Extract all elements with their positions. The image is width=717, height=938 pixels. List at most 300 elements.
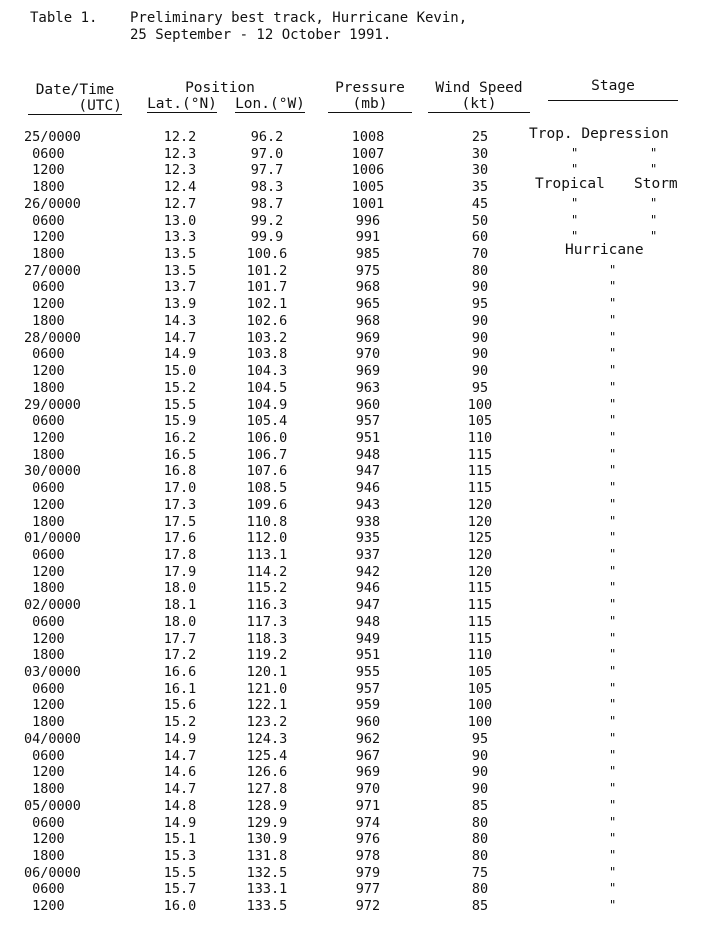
cell-pressure: 972: [355, 898, 381, 915]
header-utc: (UTC): [28, 98, 122, 115]
cell-datetime: 1800: [24, 847, 65, 864]
cell-datetime: 0600: [24, 279, 65, 296]
cell-datetime: 0600: [24, 814, 65, 831]
ditto-mark: ": [571, 145, 579, 160]
cell-datetime: 03/0000: [24, 664, 81, 681]
cell-datetime: 0600: [24, 480, 65, 497]
cell-lat: 17.8: [163, 547, 197, 563]
ditto-mark: ": [609, 747, 617, 762]
cell-wind: 90: [471, 329, 489, 346]
cell-wind: 120: [467, 496, 493, 513]
cell-pressure: 978: [355, 847, 381, 864]
cell-datetime: 1200: [24, 496, 65, 513]
ditto-mark: ": [609, 680, 617, 695]
cell-lat: 16.1: [163, 680, 197, 697]
ditto-mark: ": [609, 597, 617, 612]
cell-lat: 12.4: [163, 179, 197, 196]
cell-lat: 12.3: [163, 145, 197, 162]
cell-lon: 123.2: [246, 714, 288, 731]
cell-datetime: 0600: [24, 547, 65, 563]
cell-pressure: 957: [355, 413, 381, 430]
cell-wind: 80: [471, 262, 489, 279]
ditto-mark: ": [609, 329, 617, 344]
cell-pressure: 962: [355, 730, 381, 747]
ditto-mark: ": [609, 647, 617, 662]
cell-datetime: 0600: [24, 413, 65, 430]
cell-wind: 90: [471, 747, 489, 764]
cell-pressure: 938: [355, 513, 381, 530]
cell-lon: 107.6: [246, 463, 288, 480]
cell-lat: 14.6: [163, 764, 197, 781]
ditto-mark: ": [609, 697, 617, 712]
cell-wind: 110: [467, 647, 493, 664]
header-wind-label: Wind Speed: [435, 80, 523, 96]
ditto-mark: ": [571, 195, 579, 210]
cell-wind: 85: [471, 797, 489, 814]
cell-pressure: 967: [355, 747, 381, 764]
cell-datetime: 0600: [24, 346, 65, 363]
cell-datetime: 0600: [24, 881, 65, 898]
cell-datetime: 1800: [24, 714, 65, 731]
ditto-mark: ": [609, 613, 617, 628]
cell-wind: 105: [467, 413, 493, 430]
cell-lon: 120.1: [246, 664, 288, 681]
cell-wind: 80: [471, 847, 489, 864]
cell-lon: 121.0: [246, 680, 288, 697]
ditto-mark: ": [609, 664, 617, 679]
cell-lat: 13.0: [163, 212, 197, 229]
ditto-mark: ": [609, 496, 617, 511]
cell-lon: 112.0: [246, 530, 288, 547]
cell-wind: 115: [467, 597, 493, 614]
cell-pressure: 963: [355, 379, 381, 396]
cell-datetime: 1200: [24, 363, 65, 380]
cell-datetime: 1800: [24, 246, 65, 263]
ditto-mark: ": [650, 162, 658, 177]
cell-pressure: 976: [355, 831, 381, 848]
cell-lat: 13.3: [163, 229, 197, 246]
cell-lon: 103.8: [246, 346, 288, 363]
ditto-mark: ": [609, 764, 617, 779]
ditto-mark: ": [650, 229, 658, 244]
cell-wind: 120: [467, 513, 493, 530]
cell-lon: 97.0: [250, 145, 284, 162]
cell-lon: 131.8: [246, 847, 288, 864]
cell-datetime: 30/0000: [24, 463, 81, 480]
cell-lat: 13.5: [163, 246, 197, 263]
cell-wind: 95: [471, 379, 489, 396]
cell-pressure: 977: [355, 881, 381, 898]
cell-wind: 30: [471, 162, 489, 179]
ditto-mark: ": [609, 363, 617, 378]
cell-lat: 14.3: [163, 312, 197, 329]
cell-lon: 119.2: [246, 647, 288, 664]
cell-lon: 106.7: [246, 446, 288, 463]
ditto-mark: ": [650, 212, 658, 227]
header-datetime: [28, 82, 122, 115]
ditto-mark: ": [571, 212, 579, 227]
cell-wind: 95: [471, 296, 489, 313]
ditto-mark: ": [571, 162, 579, 177]
cell-lon: 117.3: [246, 613, 288, 630]
cell-wind: 80: [471, 814, 489, 831]
ditto-mark: ": [609, 480, 617, 495]
cell-wind: 25: [471, 129, 489, 145]
cell-datetime: 0600: [24, 613, 65, 630]
cell-datetime: 1800: [24, 379, 65, 396]
table-row: [0, 162, 717, 179]
cell-lat: 16.8: [163, 463, 197, 480]
cell-lon: 116.3: [246, 597, 288, 614]
cell-pressure: 937: [355, 547, 381, 563]
cell-wind: 75: [471, 864, 489, 881]
cell-pressure: 955: [355, 664, 381, 681]
cell-pressure: 970: [355, 781, 381, 798]
cell-pressure: 968: [355, 312, 381, 329]
cell-pressure: 979: [355, 864, 381, 881]
cell-lon: 108.5: [246, 480, 288, 497]
cell-pressure: 946: [355, 480, 381, 497]
cell-lat: 17.9: [163, 563, 197, 580]
cell-datetime: 0600: [24, 212, 65, 229]
cell-pressure: 947: [355, 463, 381, 480]
cell-datetime: 06/0000: [24, 864, 81, 881]
ditto-mark: ": [609, 463, 617, 478]
cell-wind: 80: [471, 881, 489, 898]
cell-pressure: 1005: [351, 179, 385, 196]
cell-wind: 80: [471, 831, 489, 848]
ditto-mark: ": [609, 580, 617, 595]
header-lon-wrap: [228, 96, 312, 112]
cell-pressure: 1001: [351, 195, 385, 212]
ditto-mark: ": [609, 714, 617, 729]
cell-pressure: 996: [355, 212, 381, 229]
cell-pressure: 948: [355, 613, 381, 630]
cell-lat: 13.7: [163, 279, 197, 296]
cell-lat: 16.6: [163, 664, 197, 681]
cell-lat: 14.9: [163, 730, 197, 747]
cell-lat: 16.0: [163, 898, 197, 915]
table-caption: [30, 10, 467, 44]
cell-wind: 70: [471, 246, 489, 263]
cell-lon: 99.9: [250, 229, 284, 246]
cell-wind: 115: [467, 463, 493, 480]
cell-lon: 125.4: [246, 747, 288, 764]
cell-lon: 124.3: [246, 730, 288, 747]
cell-lat: 13.9: [163, 296, 197, 313]
cell-pressure: 968: [355, 279, 381, 296]
ditto-mark: ": [609, 898, 617, 913]
cell-lat: 15.9: [163, 413, 197, 430]
cell-lon: 130.9: [246, 831, 288, 848]
header-stage-label: Stage: [591, 78, 635, 94]
cell-pressure: 974: [355, 814, 381, 831]
cell-lon: 115.2: [246, 580, 288, 597]
cell-lon: 99.2: [250, 212, 284, 229]
stage-hurricane: Hurricane: [565, 242, 644, 258]
cell-datetime: 1200: [24, 831, 65, 848]
cell-lat: 16.2: [163, 429, 197, 446]
cell-lat: 12.3: [163, 162, 197, 179]
table-row: [0, 213, 717, 230]
cell-lon: 110.8: [246, 513, 288, 530]
cell-datetime: 1800: [24, 647, 65, 664]
cell-wind: 115: [467, 580, 493, 597]
cell-pressure: 965: [355, 296, 381, 313]
cell-wind: 115: [467, 446, 493, 463]
ditto-mark: ": [609, 530, 617, 545]
cell-datetime: 1200: [24, 898, 65, 915]
cell-pressure: 1006: [351, 162, 385, 179]
cell-lat: 15.7: [163, 881, 197, 898]
cell-lon: 101.2: [246, 262, 288, 279]
cell-datetime: 1200: [24, 630, 65, 647]
cell-wind: 115: [467, 630, 493, 647]
cell-lon: 98.7: [250, 195, 284, 212]
cell-lon: 133.5: [246, 898, 288, 915]
ditto-mark: ": [609, 864, 617, 879]
ditto-mark: ": [609, 279, 617, 294]
header-stage-rule: [548, 100, 678, 101]
header-pressure-label: Pressure: [335, 80, 405, 96]
cell-pressure: 951: [355, 429, 381, 446]
cell-lat: 12.7: [163, 195, 197, 212]
cell-lon: 104.5: [246, 379, 288, 396]
ditto-mark: ": [609, 429, 617, 444]
cell-datetime: 1800: [24, 312, 65, 329]
ditto-mark: ": [609, 262, 617, 277]
ditto-mark: ": [650, 195, 658, 210]
ditto-mark: ": [609, 379, 617, 394]
table-row: [0, 196, 717, 213]
cell-wind: 115: [467, 480, 493, 497]
ditto-mark: ": [609, 396, 617, 411]
cell-lat: 18.0: [163, 613, 197, 630]
header-stage: [548, 78, 678, 101]
cell-lat: 15.6: [163, 697, 197, 714]
cell-wind: 120: [467, 563, 493, 580]
cell-lat: 14.7: [163, 747, 197, 764]
cell-lat: 14.9: [163, 814, 197, 831]
cell-datetime: 1200: [24, 764, 65, 781]
cell-lon: 128.9: [246, 797, 288, 814]
caption-line-1: [30, 10, 467, 27]
cell-lon: 102.1: [246, 296, 288, 313]
cell-lon: 106.0: [246, 429, 288, 446]
cell-datetime: 05/0000: [24, 797, 81, 814]
cell-datetime: 26/0000: [24, 195, 81, 212]
cell-wind: 120: [467, 547, 493, 563]
header-pressure: [328, 80, 412, 113]
cell-lat: 16.5: [163, 446, 197, 463]
header-position: Position: [185, 80, 255, 96]
cell-wind: 90: [471, 279, 489, 296]
cell-lon: 126.6: [246, 764, 288, 781]
cell-wind: 110: [467, 429, 493, 446]
cell-pressure: 969: [355, 329, 381, 346]
cell-datetime: 1800: [24, 446, 65, 463]
stage-storm: Storm: [634, 176, 678, 192]
cell-datetime: 0600: [24, 747, 65, 764]
cell-datetime: 1800: [24, 580, 65, 597]
cell-pressure: 946: [355, 580, 381, 597]
ditto-mark: ": [609, 296, 617, 311]
cell-datetime: 02/0000: [24, 597, 81, 614]
cell-pressure: 969: [355, 363, 381, 380]
ditto-mark: ": [571, 229, 579, 244]
cell-pressure: 1008: [351, 129, 385, 145]
cell-lon: 104.3: [246, 363, 288, 380]
ditto-mark: ": [609, 814, 617, 829]
cell-pressure: 951: [355, 647, 381, 664]
caption-title: Preliminary best track, Hurricane Kevin,: [130, 10, 468, 26]
cell-datetime: 04/0000: [24, 730, 81, 747]
ditto-mark: ": [609, 797, 617, 812]
cell-pressure: 960: [355, 714, 381, 731]
cell-pressure: 991: [355, 229, 381, 246]
cell-wind: 125: [467, 530, 493, 547]
cell-lat: 17.3: [163, 496, 197, 513]
cell-lat: 15.3: [163, 847, 197, 864]
cell-wind: 90: [471, 764, 489, 781]
cell-wind: 35: [471, 179, 489, 196]
cell-pressure: 942: [355, 563, 381, 580]
cell-lat: 17.0: [163, 480, 197, 497]
ditto-mark: ": [609, 413, 617, 428]
cell-lon: 118.3: [246, 630, 288, 647]
cell-lat: 15.2: [163, 714, 197, 731]
ditto-mark: ": [609, 630, 617, 645]
cell-lat: 14.7: [163, 329, 197, 346]
cell-pressure: 985: [355, 246, 381, 263]
cell-pressure: 959: [355, 697, 381, 714]
cell-datetime: 1200: [24, 162, 65, 179]
cell-wind: 90: [471, 781, 489, 798]
cell-pressure: 970: [355, 346, 381, 363]
cell-lon: 132.5: [246, 864, 288, 881]
caption-dates: 25 September - 12 October 1991.: [130, 27, 392, 43]
cell-lat: 15.2: [163, 379, 197, 396]
cell-datetime: 29/0000: [24, 396, 81, 413]
cell-lat: 14.8: [163, 797, 197, 814]
header-mb: (mb): [328, 96, 412, 113]
cell-datetime: 1200: [24, 296, 65, 313]
cell-datetime: 28/0000: [24, 329, 81, 346]
table-row: [0, 146, 717, 163]
cell-lat: 17.6: [163, 530, 197, 547]
cell-datetime: 1800: [24, 513, 65, 530]
cell-lat: 15.0: [163, 363, 197, 380]
ditto-mark: ": [609, 547, 617, 561]
cell-wind: 105: [467, 664, 493, 681]
cell-lat: 12.2: [163, 129, 197, 145]
table-row: [0, 179, 717, 196]
cell-datetime: 27/0000: [24, 262, 81, 279]
cell-lon: 100.6: [246, 246, 288, 263]
cell-wind: 30: [471, 145, 489, 162]
ditto-mark: ": [609, 346, 617, 361]
cell-lon: 114.2: [246, 563, 288, 580]
cell-pressure: 969: [355, 764, 381, 781]
cell-lon: 127.8: [246, 781, 288, 798]
cell-lon: 101.7: [246, 279, 288, 296]
cell-lon: 122.1: [246, 697, 288, 714]
cell-lon: 98.3: [250, 179, 284, 196]
cell-pressure: 971: [355, 797, 381, 814]
cell-pressure: 948: [355, 446, 381, 463]
cell-lon: 105.4: [246, 413, 288, 430]
cell-wind: 100: [467, 396, 493, 413]
cell-wind: 90: [471, 346, 489, 363]
cell-pressure: 960: [355, 396, 381, 413]
table-number: Table 1.: [30, 10, 98, 26]
header-datetime-label: Date/Time: [35, 82, 115, 98]
cell-wind: 45: [471, 195, 489, 212]
ditto-mark: ": [650, 145, 658, 160]
stage-trop-depression: Trop. Depression: [529, 126, 669, 142]
cell-lon: 133.1: [246, 881, 288, 898]
cell-wind: 105: [467, 680, 493, 697]
cell-lat: 17.5: [163, 513, 197, 530]
cell-lat: 15.1: [163, 831, 197, 848]
cell-wind: 95: [471, 730, 489, 747]
cell-lat: 14.9: [163, 346, 197, 363]
cell-lat: 17.2: [163, 647, 197, 664]
ditto-mark: ": [609, 881, 617, 896]
cell-datetime: 25/0000: [24, 129, 81, 145]
cell-datetime: 0600: [24, 145, 65, 162]
cell-datetime: 0600: [24, 680, 65, 697]
cell-pressure: 957: [355, 680, 381, 697]
cell-lat: 18.0: [163, 580, 197, 597]
cell-wind: 115: [467, 613, 493, 630]
cell-datetime: 1800: [24, 781, 65, 798]
cell-pressure: 935: [355, 530, 381, 547]
cell-lat: 15.5: [163, 864, 197, 881]
cell-lat: 18.1: [163, 597, 197, 614]
cell-wind: 90: [471, 363, 489, 380]
ditto-mark: ": [609, 446, 617, 461]
cell-datetime: 01/0000: [24, 530, 81, 547]
cell-datetime: 1200: [24, 429, 65, 446]
ditto-mark: ": [609, 847, 617, 862]
cell-lon: 103.2: [246, 329, 288, 346]
cell-wind: 100: [467, 697, 493, 714]
cell-lat: 14.7: [163, 781, 197, 798]
cell-pressure: 943: [355, 496, 381, 513]
header-wind: [428, 80, 530, 113]
cell-lon: 96.2: [250, 129, 284, 145]
header-lon: Lon.(°W): [235, 96, 305, 112]
ditto-mark: ": [609, 312, 617, 327]
header-lat-wrap: [140, 96, 224, 112]
cell-lat: 15.5: [163, 396, 197, 413]
cell-lon: 102.6: [246, 312, 288, 329]
ditto-mark: ": [609, 563, 617, 578]
cell-wind: 50: [471, 212, 489, 229]
cell-lon: 97.7: [250, 162, 284, 179]
cell-datetime: 1200: [24, 229, 65, 246]
cell-datetime: 1800: [24, 179, 65, 196]
ditto-mark: ": [609, 781, 617, 796]
header-lat: Lat.(°N): [147, 96, 217, 112]
ditto-mark: ": [609, 831, 617, 846]
cell-lon: 113.1: [246, 547, 288, 563]
header-kt: (kt): [428, 96, 530, 113]
cell-lon: 104.9: [246, 396, 288, 413]
cell-wind: 85: [471, 898, 489, 915]
cell-wind: 100: [467, 714, 493, 731]
